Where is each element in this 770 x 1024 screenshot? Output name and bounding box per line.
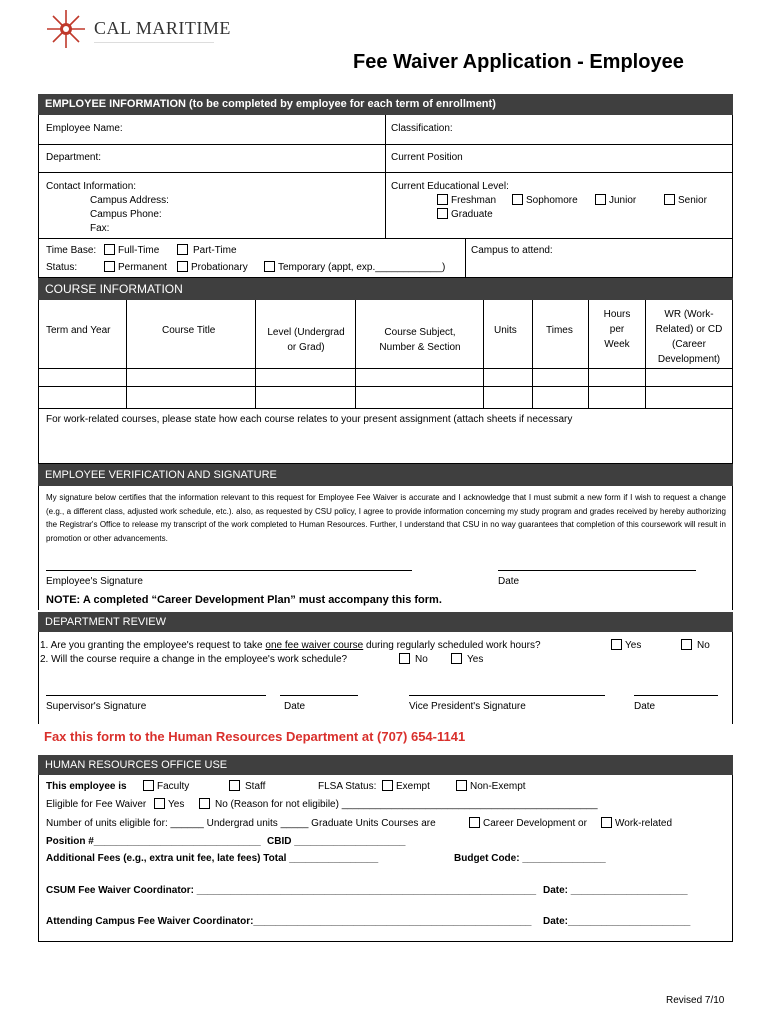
vp-signature-label: Vice President's Signature: [409, 701, 526, 712]
level-graduate[interactable]: Graduate: [437, 208, 493, 220]
position-field[interactable]: Position #______________________________: [46, 836, 261, 847]
classification-field[interactable]: Classification:: [391, 123, 453, 134]
attending-coordinator-field[interactable]: Attending Campus Fee Waiver Coordinator:__________________________________________________: [46, 916, 532, 927]
fax-instruction: Fax this form to the Human Resources Department at (707) 654-1141: [44, 729, 466, 744]
status-label: Status:: [46, 262, 78, 273]
vp-signature-line[interactable]: [409, 695, 605, 696]
checkbox-icon[interactable]: [595, 194, 606, 205]
current-level-label: Current Educational Level:: [391, 181, 509, 192]
checkbox-icon[interactable]: [382, 780, 393, 791]
logo-underline: [94, 42, 214, 43]
part-time-option[interactable]: Part-Time: [177, 244, 237, 256]
full-time-option[interactable]: Full-Time: [104, 244, 159, 256]
checkbox-icon[interactable]: [177, 261, 188, 272]
work-related-option[interactable]: Work-related: [601, 817, 672, 829]
current-position-field[interactable]: Current Position: [391, 152, 463, 163]
employee-date-label: Date: [498, 576, 520, 587]
campus-to-attend-field[interactable]: Campus to attend:: [471, 245, 553, 256]
dept-question-1: 1. Are you granting the employee's request to take one fee waiver course during regularly scheduled work hours?: [40, 640, 541, 651]
verification-header: EMPLOYEE VERIFICATION AND SIGNATURE: [38, 464, 733, 486]
permanent-option[interactable]: Permanent: [104, 261, 167, 273]
vp-date-line[interactable]: [634, 695, 718, 696]
checkbox-icon[interactable]: [512, 194, 523, 205]
col-course-title: Course Title: [162, 325, 216, 336]
additional-fees-field[interactable]: Additional Fees (e.g., extra unit fee, late fees) Total ________________: [46, 853, 379, 864]
compass-star-icon: [44, 8, 88, 50]
checkbox-icon[interactable]: [177, 244, 188, 255]
campus-address-field[interactable]: Campus Address:: [90, 195, 169, 206]
supervisor-date-label: Date: [284, 701, 306, 712]
department-field[interactable]: Department:: [46, 152, 102, 163]
faculty-option[interactable]: Faculty: [143, 780, 189, 792]
checkbox-icon[interactable]: [611, 639, 622, 650]
col-term-year: Term and Year: [46, 325, 111, 336]
logo-text: CAL MARITIME: [94, 18, 231, 38]
staff-option[interactable]: Staff: [229, 780, 265, 792]
q2-yes-option[interactable]: Yes: [451, 653, 483, 665]
dept-review-header: DEPARTMENT REVIEW: [38, 612, 733, 632]
col-hours-per-week: Hours per Week: [603, 309, 631, 350]
q2-no-option[interactable]: No: [399, 653, 428, 665]
checkbox-icon[interactable]: [664, 194, 675, 205]
contact-info-label: Contact Information:: [46, 181, 137, 192]
col-level: Level (Undergrad or Grad): [267, 327, 345, 353]
fax-field[interactable]: Fax:: [90, 223, 110, 234]
level-senior[interactable]: Senior: [664, 194, 707, 206]
employee-signature-line[interactable]: [46, 570, 412, 571]
budget-code-field[interactable]: Budget Code: _______________: [454, 853, 606, 864]
career-plan-note: NOTE: A completed “Career Development Plan” must accompany this form.: [46, 594, 442, 606]
logo: [44, 8, 234, 50]
q1-no-option[interactable]: No: [681, 639, 710, 651]
revised-label: Revised 7/10: [666, 995, 725, 1006]
checkbox-icon[interactable]: [437, 208, 448, 219]
attending-date-field[interactable]: Date:______________________: [543, 916, 691, 927]
exempt-option[interactable]: Exempt: [382, 780, 430, 792]
time-base-label: Time Base:: [46, 245, 97, 256]
checkbox-icon[interactable]: [229, 780, 240, 791]
checkbox-icon[interactable]: [399, 653, 410, 664]
checkbox-icon[interactable]: [437, 194, 448, 205]
eligible-label: Eligible for Fee Waiver: [46, 799, 147, 810]
eligible-no-option[interactable]: No (Reason for not eligibile) ______________________________________________: [199, 798, 598, 810]
supervisor-date-line[interactable]: [280, 695, 358, 696]
employee-date-line[interactable]: [498, 570, 696, 571]
csum-coordinator-field[interactable]: CSUM Fee Waiver Coordinator: _____________________________________________________________: [46, 885, 537, 896]
checkbox-icon[interactable]: [199, 798, 210, 809]
level-sophomore[interactable]: Sophomore: [512, 194, 578, 206]
temporary-option[interactable]: Temporary (appt, exp.____________): [264, 261, 445, 273]
checkbox-icon[interactable]: [143, 780, 154, 791]
level-junior[interactable]: Junior: [595, 194, 636, 206]
checkbox-icon[interactable]: [104, 244, 115, 255]
career-dev-option[interactable]: Career Development or: [469, 817, 587, 829]
q1-yes-option[interactable]: Yes: [611, 639, 641, 651]
employee-info-header: EMPLOYEE INFORMATION (to be completed by employee for each term of enrollment): [38, 94, 733, 115]
probationary-option[interactable]: Probationary: [177, 261, 248, 273]
checkbox-icon[interactable]: [264, 261, 275, 272]
course-info-header: COURSE INFORMATION: [38, 278, 733, 300]
work-related-note: For work-related courses, please state how each course relates to your present assignment (attach sheets if necessary: [46, 414, 573, 425]
employee-signature-label: Employee's Signature: [46, 576, 143, 587]
hr-office-header: HUMAN RESOURCES OFFICE USE: [38, 755, 733, 775]
dept-question-2: 2. Will the course require a change in the employee's work schedule?: [40, 654, 348, 665]
checkbox-icon[interactable]: [154, 798, 165, 809]
supervisor-signature-line[interactable]: [46, 695, 266, 696]
checkbox-icon[interactable]: [469, 817, 480, 828]
eligible-yes-option[interactable]: Yes: [154, 798, 184, 810]
vp-date-label: Date: [634, 701, 656, 712]
non-exempt-option[interactable]: Non-Exempt: [456, 780, 526, 792]
flsa-status-label: FLSA Status:: [318, 781, 377, 792]
units-eligible-field[interactable]: Number of units eligible for: ______ Undergrad units _____ Graduate Units Courses are: [46, 818, 436, 829]
supervisor-signature-label: Supervisor's Signature: [46, 701, 147, 712]
checkbox-icon[interactable]: [681, 639, 692, 650]
checkbox-icon[interactable]: [601, 817, 612, 828]
checkbox-icon[interactable]: [456, 780, 467, 791]
campus-phone-field[interactable]: Campus Phone:: [90, 209, 162, 220]
verification-paragraph: My signature below certifies that the information relevant to this request for Employee Fee Waiver is accurate and I acknowledge that I must submit a new form if I wish to request a change (e.g., a different class, adjusted work schedule, etc.). also, as requested by CSU policy, I agree to provide information concerning my study program and grades received by hereby authorizing the Registrar's Office to release my transcript of the work completed to Human Resources. Further, I understand that CSU in no way guarantees that completion of this coursework will result in promotion or other advancements.: [46, 493, 726, 543]
checkbox-icon[interactable]: [451, 653, 462, 664]
employee-name-field[interactable]: Employee Name:: [46, 123, 123, 134]
this-employee-label: This employee is: [46, 781, 127, 792]
checkbox-icon[interactable]: [104, 261, 115, 272]
cbid-field[interactable]: CBID ____________________: [267, 836, 406, 847]
col-times: Times: [546, 325, 573, 336]
level-freshman[interactable]: Freshman: [437, 194, 496, 206]
col-units: Units: [494, 325, 517, 336]
csum-date-field[interactable]: Date: _____________________: [543, 885, 688, 896]
col-course-subject: Course Subject, Number & Section: [379, 327, 461, 353]
page-title: Fee Waiver Application - Employee: [353, 51, 684, 73]
col-wr-cd: WR (Work-Related) or CD (Career Development): [655, 309, 723, 365]
